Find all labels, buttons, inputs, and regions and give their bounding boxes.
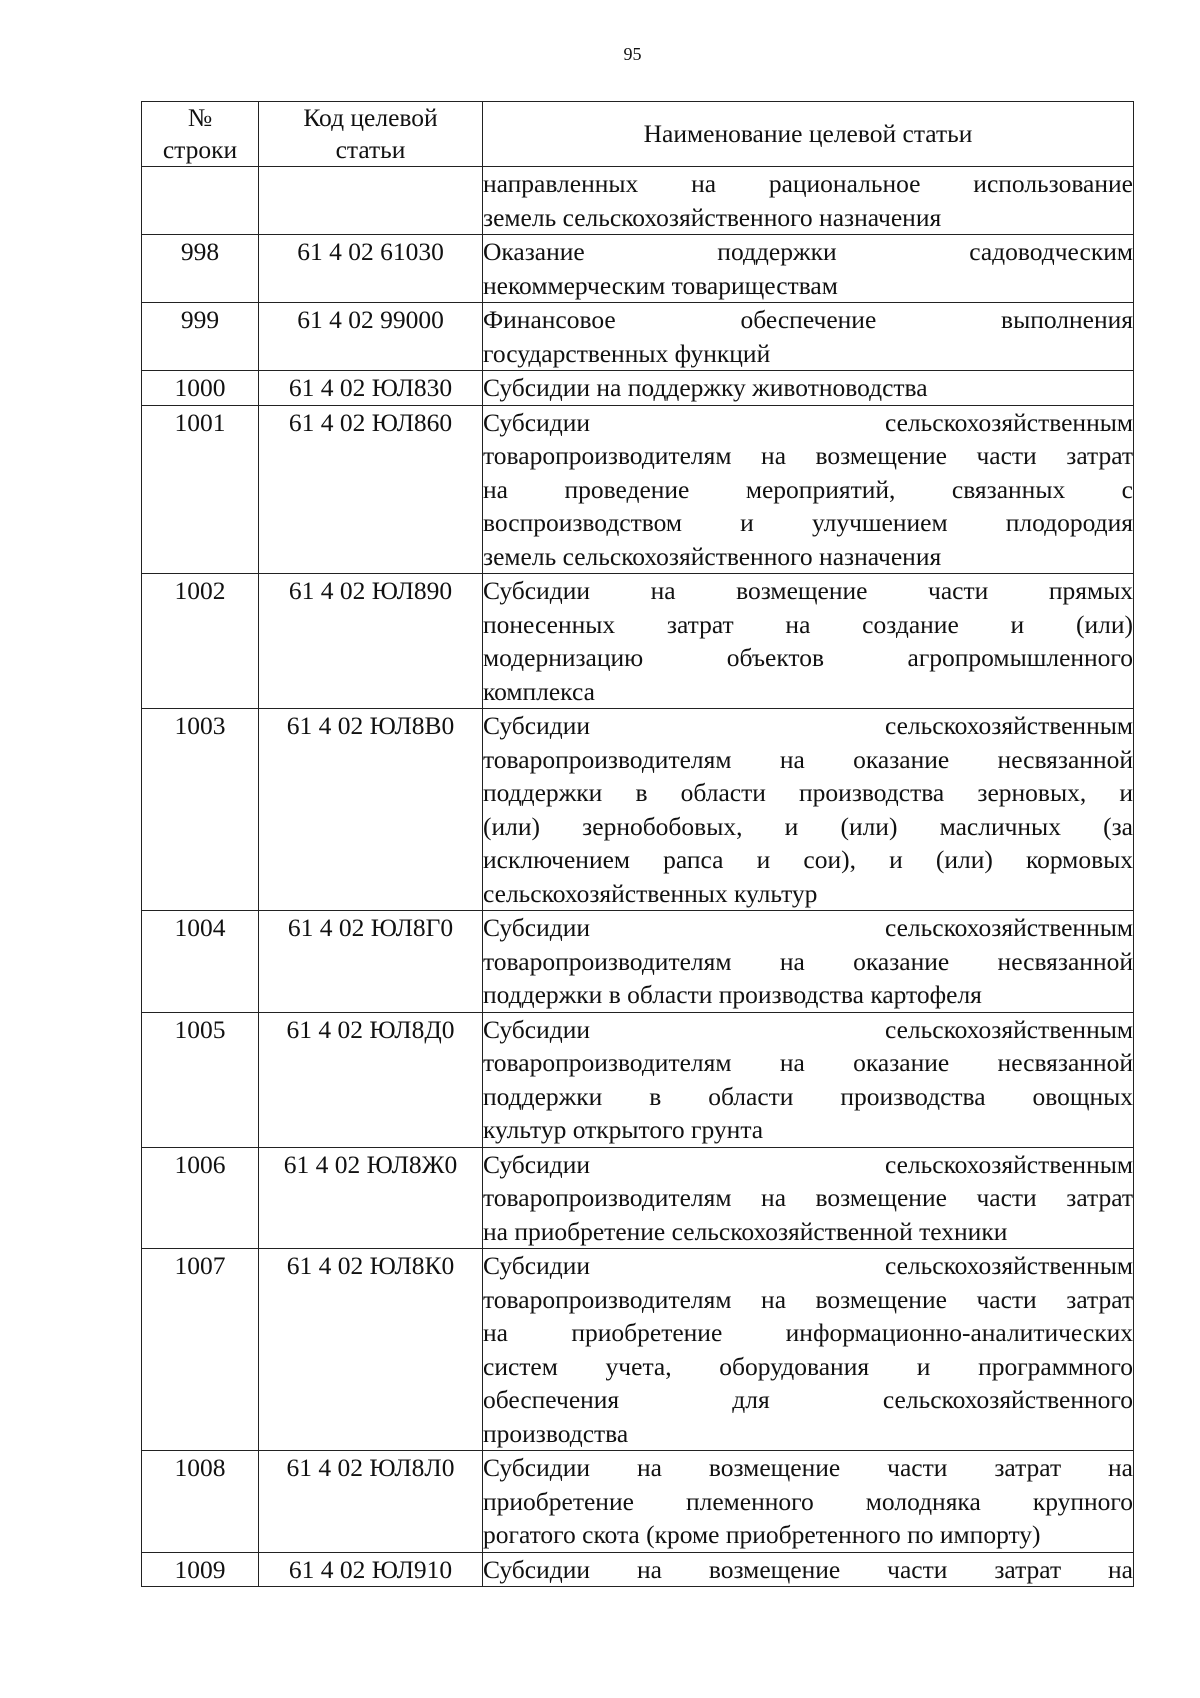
row-number-cell: 999 <box>142 303 259 371</box>
article-name-line: Субсидии сельскохозяйственным <box>483 1014 1133 1044</box>
article-name-line: товаропроизводителям на оказание несвязанной <box>483 1048 1133 1077</box>
row-number-cell: 1006 <box>142 1147 259 1249</box>
row-number-cell: 1004 <box>142 911 259 1013</box>
table-row <box>142 1147 1134 1249</box>
article-name-line: земель сельскохозяйственного назначения <box>483 202 942 232</box>
article-code-cell: 61 4 02 ЮЛ8Ж0 <box>259 1147 483 1249</box>
article-name-cell <box>483 709 1134 911</box>
article-code-cell: 61 4 02 ЮЛ8В0 <box>259 709 483 911</box>
article-name-line: Финансовое обеспечение выполнения <box>483 305 1133 334</box>
article-name-cell <box>483 1012 1134 1147</box>
article-code-cell: 61 4 02 ЮЛ830 <box>259 371 483 406</box>
article-name-line: Субсидии на возмещение части затрат на <box>483 1453 1133 1482</box>
article-name-line: комплекса <box>483 676 595 706</box>
table-row <box>142 1012 1134 1147</box>
header-code-line1: Код целевой <box>303 103 438 132</box>
article-name-line: понесенных затрат на создание и (или) <box>483 609 1133 639</box>
article-name-line: Субсидии сельскохозяйственным <box>483 1251 1133 1280</box>
article-name-line: некоммерческим товариществам <box>483 270 838 300</box>
article-name-line: товаропроизводителям на возмещение части затрат <box>483 441 1133 470</box>
table-row <box>142 235 1134 303</box>
article-name-line: товаропроизводителям на оказание несвязанной <box>483 946 1133 976</box>
header-code-line2: статьи <box>335 135 406 164</box>
row-number-cell: 1000 <box>142 371 259 406</box>
article-name-line: Субсидии сельскохозяйственным <box>483 1149 1133 1179</box>
target-articles-table <box>141 101 1134 1587</box>
row-number-cell <box>142 167 259 235</box>
table-header-row <box>142 102 1134 167</box>
header-code <box>259 102 483 167</box>
table-row <box>142 167 1134 235</box>
row-number-cell: 1003 <box>142 709 259 911</box>
row-number-cell: 1008 <box>142 1451 259 1553</box>
row-number-cell: 1005 <box>142 1012 259 1147</box>
article-name-line: рогатого скота (кроме приобретенного по импорту) <box>483 1520 1041 1549</box>
article-name-line: поддержки в области производства овощных <box>483 1081 1133 1111</box>
article-code-cell: 61 4 02 ЮЛ8Д0 <box>259 1012 483 1147</box>
article-name-line: Субсидии на возмещение части затрат на <box>483 1554 1133 1584</box>
header-row-number <box>142 102 259 167</box>
article-code-cell: 61 4 02 ЮЛ8Л0 <box>259 1451 483 1553</box>
article-name-cell <box>483 235 1134 303</box>
article-name-line: на приобретение сельскохозяйственной техники <box>483 1216 1008 1246</box>
article-name-cell <box>483 911 1134 1013</box>
article-name-line: Субсидии на поддержку животноводства <box>483 373 928 402</box>
article-name-cell <box>483 1249 1134 1451</box>
article-code-cell: 61 4 02 ЮЛ910 <box>259 1552 483 1587</box>
header-row-number-line2: строки <box>162 135 238 164</box>
header-row-number-line1: № <box>187 103 213 132</box>
article-name-line: товаропроизводителям на возмещение части затрат <box>483 1284 1133 1314</box>
article-code-cell: 61 4 02 ЮЛ8Г0 <box>259 911 483 1013</box>
row-number-cell: 1009 <box>142 1552 259 1587</box>
table-row <box>142 1552 1134 1587</box>
article-name-cell <box>483 371 1134 406</box>
article-name-line: земель сельскохозяйственного назначения <box>483 541 942 571</box>
row-number-cell: 1001 <box>142 405 259 574</box>
article-name-line: производства <box>483 1418 629 1448</box>
row-number-cell: 998 <box>142 235 259 303</box>
article-name-line: (или) зернобобовых, и (или) масличных (за <box>483 811 1133 841</box>
table-row <box>142 911 1134 1013</box>
table-row <box>142 371 1134 406</box>
article-name-line: направленных на рациональное использование <box>483 169 1133 198</box>
article-name-line: Субсидии на возмещение части прямых <box>483 576 1133 605</box>
article-name-line: поддержки в области производства картофеля <box>483 980 982 1009</box>
article-name-cell <box>483 574 1134 709</box>
article-name-line: обеспечения для сельскохозяйственного <box>483 1385 1133 1414</box>
article-code-cell: 61 4 02 ЮЛ860 <box>259 405 483 574</box>
table-row <box>142 405 1134 574</box>
article-code-cell: 61 4 02 ЮЛ890 <box>259 574 483 709</box>
table-row <box>142 574 1134 709</box>
article-name-line: модернизацию объектов агропромышленного <box>483 643 1133 672</box>
article-name-line: Субсидии сельскохозяйственным <box>483 711 1133 740</box>
article-code-cell <box>259 167 483 235</box>
header-name: Наименование целевой статьи <box>483 102 1134 167</box>
article-name-line: систем учета, оборудования и программного <box>483 1351 1133 1381</box>
table-row <box>142 1451 1134 1553</box>
article-name-line: Субсидии сельскохозяйственным <box>483 407 1133 437</box>
article-name-line: приобретение племенного молодняка крупного <box>483 1486 1133 1516</box>
article-name-line: товаропроизводителям на оказание несвязанной <box>483 744 1133 774</box>
article-name-line: Субсидии сельскохозяйственным <box>483 913 1133 942</box>
article-name-cell <box>483 167 1134 235</box>
article-name-line: Оказание поддержки садоводческим <box>483 237 1133 266</box>
article-name-cell <box>483 405 1134 574</box>
page-number: 95 <box>623 44 642 64</box>
article-code-cell: 61 4 02 99000 <box>259 303 483 371</box>
article-name-cell <box>483 1451 1134 1553</box>
table-row <box>142 1249 1134 1451</box>
row-number-cell: 1007 <box>142 1249 259 1451</box>
article-name-line: воспроизводством и улучшением плодородия <box>483 508 1133 537</box>
article-name-cell <box>483 1552 1134 1587</box>
table-row <box>142 709 1134 911</box>
article-name-line: исключением рапса и сои), и (или) кормовых <box>483 845 1133 874</box>
article-name-cell <box>483 1147 1134 1249</box>
article-code-cell: 61 4 02 ЮЛ8К0 <box>259 1249 483 1451</box>
table-body <box>142 167 1134 1587</box>
article-name-cell <box>483 303 1134 371</box>
article-name-line: государственных функций <box>483 338 771 368</box>
article-name-line: поддержки в области производства зерновых, и <box>483 778 1133 807</box>
article-name-line: культур открытого грунта <box>483 1115 764 1144</box>
article-code-cell: 61 4 02 61030 <box>259 235 483 303</box>
article-name-line: на проведение мероприятий, связанных с <box>483 474 1133 504</box>
row-number-cell: 1002 <box>142 574 259 709</box>
table-row <box>142 303 1134 371</box>
article-name-line: сельскохозяйственных культур <box>483 878 818 908</box>
article-name-line: на приобретение информационно-аналитических <box>483 1318 1133 1347</box>
article-name-line: товаропроизводителям на возмещение части затрат <box>483 1183 1133 1212</box>
